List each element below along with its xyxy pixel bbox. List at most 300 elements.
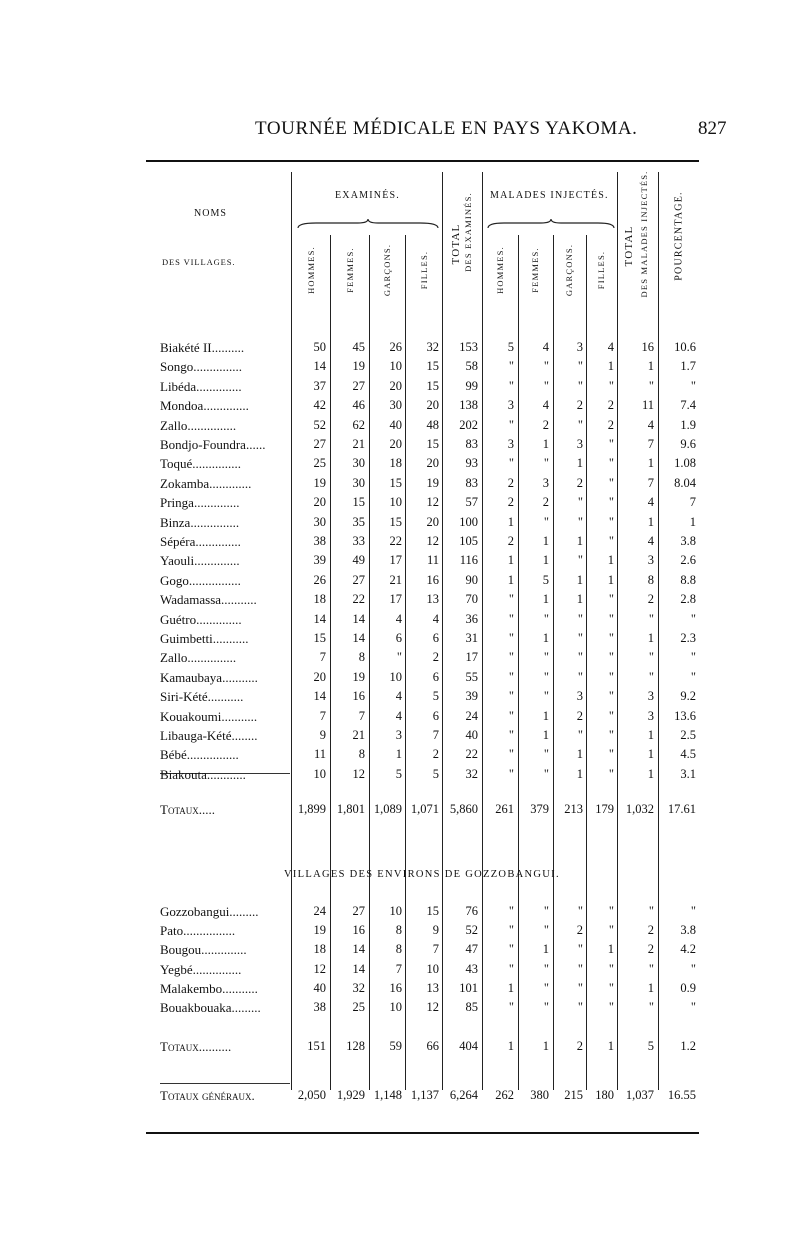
header-m-filles: FILLES. <box>596 250 606 290</box>
row-0-filles: 32 <box>426 340 439 354</box>
row-7-m-hommes: 2 <box>507 475 514 490</box>
row2-1-garcons: 8 <box>395 923 402 938</box>
row-7-filles: 19 <box>426 475 439 490</box>
row2-4-m-garcons: " <box>577 980 583 995</box>
row-15-total-examines: 31 <box>465 631 478 645</box>
rule-col7 <box>553 235 554 1090</box>
row2-0-m-filles: " <box>608 904 614 918</box>
row2-4-m-femmes: " <box>543 980 549 995</box>
row-15-femmes: 14 <box>352 631 365 645</box>
row-3-total-examines: 138 <box>459 398 478 413</box>
row-15-garcons: 6 <box>395 631 402 645</box>
row-totaux-m-femmes: 379 <box>530 802 549 816</box>
row-17-m-filles: " <box>608 669 614 684</box>
row-totaux2-total-malades: 5 <box>647 1039 654 1053</box>
row-20-m-femmes: 1 <box>542 728 549 742</box>
row-10-hommes: 38 <box>313 534 326 548</box>
row-2-pourcentage: " <box>690 378 696 393</box>
row-9-total-malades: 1 <box>647 514 654 529</box>
section-title: VILLAGES DES ENVIRONS DE GOZZOBANGUI. <box>284 869 560 880</box>
row2-5-total-examines: 85 <box>465 1000 478 1014</box>
row-14-femmes: 14 <box>352 611 365 626</box>
row-6-femmes: 30 <box>352 456 365 471</box>
row2-0-m-hommes: " <box>508 904 514 918</box>
row2-1-m-femmes: " <box>543 923 549 938</box>
row2-1-m-filles: " <box>608 923 614 938</box>
row-15-filles: 6 <box>432 631 439 645</box>
row-totaux-generaux-m-garcons: 215 <box>564 1088 583 1102</box>
row-13-garcons: 17 <box>389 592 402 607</box>
row-4-femmes: 62 <box>352 417 365 432</box>
row-16-garcons: " <box>396 650 402 665</box>
row-15-m-femmes: 1 <box>542 631 549 645</box>
row-11-filles: 11 <box>426 553 439 568</box>
row-6-garcons: 18 <box>389 456 402 471</box>
row-16-m-garcons: " <box>577 650 583 665</box>
row-19-hommes: 7 <box>319 708 326 723</box>
row-0-m-garcons: 3 <box>576 340 583 354</box>
brace-malades <box>486 218 616 232</box>
row2-2-label: Bougou.............. <box>160 942 247 958</box>
row2-0-m-garcons: " <box>577 904 583 918</box>
row-1-pourcentage: 1.7 <box>680 359 696 374</box>
row-6-m-femmes: " <box>543 456 549 471</box>
row-6-filles: 20 <box>426 456 439 471</box>
row-totaux-generaux-hommes: 2,050 <box>297 1088 326 1102</box>
row-21-m-garcons: 1 <box>576 747 583 762</box>
row-19-garcons: 4 <box>395 708 402 723</box>
row-13-filles: 13 <box>426 592 439 607</box>
row-12-m-garcons: 1 <box>576 572 583 587</box>
row2-5-filles: 12 <box>426 1000 439 1014</box>
row-2-m-femmes: " <box>543 378 549 393</box>
row2-2-m-femmes: 1 <box>542 942 549 957</box>
row-13-label: Wadamassa........... <box>160 592 257 608</box>
row-22-m-femmes: " <box>543 766 549 781</box>
row-7-label: Zokamba............. <box>160 475 252 491</box>
row-19-m-filles: " <box>608 708 614 723</box>
row-totaux-femmes: 1,801 <box>336 802 365 816</box>
row-totaux-m-garcons: 213 <box>564 802 583 816</box>
row-20-hommes: 9 <box>319 728 326 742</box>
row-16-total-examines: 17 <box>465 650 478 665</box>
row2-3-total-examines: 43 <box>465 961 478 976</box>
row-20-femmes: 21 <box>352 728 365 742</box>
header-m-garcons: GARÇONS. <box>564 243 574 297</box>
row-2-total-examines: 99 <box>465 378 478 393</box>
row2-2-hommes: 18 <box>313 942 326 957</box>
row-14-m-hommes: " <box>508 611 514 626</box>
row2-0-filles: 15 <box>426 904 439 918</box>
row2-3-total-malades: " <box>648 961 654 976</box>
row2-0-pourcentage: " <box>690 904 696 918</box>
row-7-femmes: 30 <box>352 475 365 490</box>
row2-2-m-garcons: " <box>577 942 583 957</box>
row-7-total-malades: 7 <box>647 475 654 490</box>
row-7-m-femmes: 3 <box>542 475 549 490</box>
row-15-label: Guimbetti........... <box>160 631 249 646</box>
row-8-label: Pringa.............. <box>160 495 240 511</box>
row2-1-pourcentage: 3.8 <box>680 923 696 938</box>
row2-3-filles: 10 <box>426 961 439 976</box>
row-16-hommes: 7 <box>319 650 326 665</box>
row-6-m-hommes: " <box>508 456 514 471</box>
row-totaux2-m-hommes: 1 <box>507 1039 514 1053</box>
row2-1-label: Pato................ <box>160 923 236 939</box>
row-totaux2-m-garcons: 2 <box>576 1039 583 1053</box>
row2-5-m-filles: " <box>608 1000 614 1014</box>
row-11-m-femmes: 1 <box>542 553 549 568</box>
header-noms: NOMS <box>194 208 227 219</box>
row-4-pourcentage: 1.9 <box>680 417 696 432</box>
row-20-m-hommes: " <box>508 728 514 742</box>
row-totaux2-garcons: 59 <box>389 1039 402 1053</box>
row-10-total-examines: 105 <box>459 534 478 548</box>
row-5-total-examines: 83 <box>465 437 478 451</box>
row-12-filles: 16 <box>426 572 439 587</box>
rule-col3 <box>405 235 406 1090</box>
row2-1-femmes: 16 <box>352 923 365 938</box>
row-4-m-garcons: " <box>577 417 583 432</box>
row-4-total-malades: 4 <box>647 417 654 432</box>
row-22-hommes: 10 <box>313 766 326 781</box>
row-totaux-label: Totaux..... <box>160 802 215 817</box>
row-11-m-filles: 1 <box>607 553 614 568</box>
row-8-total-malades: 4 <box>647 495 654 510</box>
row2-1-total-examines: 52 <box>465 923 478 938</box>
row-9-m-filles: " <box>608 514 614 529</box>
row2-0-total-malades: " <box>648 904 654 918</box>
row-8-garcons: 10 <box>389 495 402 510</box>
row-19-label: Kouakoumi........... <box>160 708 258 724</box>
header-total-examines-2: DES EXAMINÉS. <box>463 192 473 272</box>
header-m-hommes: HOMMES. <box>495 246 505 294</box>
row-4-m-hommes: " <box>508 417 514 432</box>
row-12-label: Gogo................ <box>160 572 241 588</box>
row-totaux2-total-examines: 404 <box>459 1039 478 1053</box>
row-9-m-garcons: " <box>577 514 583 529</box>
row-10-m-femmes: 1 <box>542 534 549 548</box>
row-totaux2-m-femmes: 1 <box>542 1039 549 1053</box>
row2-2-total-malades: 2 <box>647 942 654 957</box>
row-17-filles: 6 <box>432 669 439 684</box>
row-19-m-femmes: 1 <box>542 708 549 723</box>
row-18-hommes: 14 <box>313 689 326 704</box>
row-22-m-garcons: 1 <box>576 766 583 781</box>
row-11-total-examines: 116 <box>459 553 478 568</box>
row-22-pourcentage: 3.1 <box>680 766 696 781</box>
row-19-total-malades: 3 <box>647 708 654 723</box>
row-5-m-garcons: 3 <box>576 437 583 451</box>
row-1-total-examines: 58 <box>465 359 478 374</box>
row-14-total-examines: 36 <box>465 611 478 626</box>
row-totaux-hommes: 1,899 <box>297 802 326 816</box>
row-9-m-femmes: " <box>543 514 549 529</box>
row-2-m-hommes: " <box>508 378 514 393</box>
row-9-garcons: 15 <box>389 514 402 529</box>
row-3-femmes: 46 <box>352 398 365 413</box>
row2-3-m-garcons: " <box>577 961 583 976</box>
row2-5-garcons: 10 <box>389 1000 402 1014</box>
row2-5-m-garcons: " <box>577 1000 583 1014</box>
row-12-garcons: 21 <box>389 572 402 587</box>
row-5-total-malades: 7 <box>647 437 654 451</box>
header-des-villages: DES VILLAGES. <box>162 257 236 267</box>
row-13-hommes: 18 <box>313 592 326 607</box>
row-13-m-garcons: 1 <box>576 592 583 607</box>
row-1-femmes: 19 <box>352 359 365 374</box>
row-10-femmes: 33 <box>352 534 365 548</box>
row-2-hommes: 37 <box>313 378 326 393</box>
row2-0-femmes: 27 <box>352 904 365 918</box>
row-19-total-examines: 24 <box>465 708 478 723</box>
row-6-m-filles: " <box>608 456 614 471</box>
row-totaux-garcons: 1,089 <box>373 802 402 816</box>
row-totaux2-filles: 66 <box>426 1039 439 1053</box>
row-6-pourcentage: 1.08 <box>674 456 696 471</box>
row-20-filles: 7 <box>432 728 439 742</box>
row2-2-filles: 7 <box>432 942 439 957</box>
row-17-m-garcons: " <box>577 669 583 684</box>
row-0-m-filles: 4 <box>607 340 614 354</box>
row-14-total-malades: " <box>648 611 654 626</box>
row-10-filles: 12 <box>426 534 439 548</box>
row-6-m-garcons: 1 <box>576 456 583 471</box>
row-6-hommes: 25 <box>313 456 326 471</box>
row-5-m-hommes: 3 <box>507 437 514 451</box>
row-21-label: Bébé................ <box>160 747 239 763</box>
row-19-m-garcons: 2 <box>576 708 583 723</box>
row-18-femmes: 16 <box>352 689 365 704</box>
row-1-m-garcons: " <box>577 359 583 374</box>
row-15-total-malades: 1 <box>647 631 654 645</box>
rule-col9 <box>617 172 618 1090</box>
row2-1-filles: 9 <box>432 923 439 938</box>
row-17-m-hommes: " <box>508 669 514 684</box>
row2-5-m-femmes: " <box>543 1000 549 1014</box>
row-totaux-m-hommes: 261 <box>495 802 514 816</box>
row-totaux-total-examines: 5,860 <box>449 802 478 816</box>
row-1-filles: 15 <box>426 359 439 374</box>
row-19-filles: 6 <box>432 708 439 723</box>
row-21-m-femmes: " <box>543 747 549 762</box>
row-5-m-femmes: 1 <box>542 437 549 451</box>
row-20-garcons: 3 <box>395 728 402 742</box>
row-22-garcons: 5 <box>395 766 402 781</box>
row-4-label: Zallo............... <box>160 417 237 433</box>
row-1-label: Songo............... <box>160 359 242 375</box>
row-22-total-malades: 1 <box>647 766 654 781</box>
row-2-label: Libéda.............. <box>160 378 242 394</box>
row-8-m-garcons: " <box>577 495 583 510</box>
row-9-femmes: 35 <box>352 514 365 529</box>
row-7-hommes: 19 <box>313 475 326 490</box>
row-13-m-hommes: " <box>508 592 514 607</box>
row-0-label: Biakété II.......... <box>160 340 245 355</box>
row2-4-filles: 13 <box>426 980 439 995</box>
row-2-garcons: 20 <box>389 378 402 393</box>
row-19-pourcentage: 13.6 <box>674 708 696 723</box>
row-21-filles: 2 <box>432 747 439 762</box>
row-14-hommes: 14 <box>313 611 326 626</box>
row2-3-femmes: 14 <box>352 961 365 976</box>
row-10-total-malades: 4 <box>647 534 654 548</box>
row-5-m-filles: " <box>608 437 614 451</box>
row-17-label: Kamaubaya........... <box>160 669 258 685</box>
row-8-total-examines: 57 <box>465 495 478 510</box>
row-16-filles: 2 <box>432 650 439 665</box>
row-1-m-femmes: " <box>543 359 549 374</box>
row-0-garcons: 26 <box>389 340 402 354</box>
row-16-m-filles: " <box>608 650 614 665</box>
row-4-hommes: 52 <box>313 417 326 432</box>
row-9-hommes: 30 <box>313 514 326 529</box>
row-18-label: Siri-Kété........... <box>160 689 244 705</box>
row-17-femmes: 19 <box>352 669 365 684</box>
header-total-malades-2: DES MALADES INJECTÉS. <box>639 170 649 298</box>
row-17-hommes: 20 <box>313 669 326 684</box>
row-14-filles: 4 <box>432 611 439 626</box>
row-9-total-examines: 100 <box>459 514 478 529</box>
row-20-total-examines: 40 <box>465 728 478 742</box>
row-9-filles: 20 <box>426 514 439 529</box>
row2-0-total-examines: 76 <box>465 904 478 918</box>
row-5-garcons: 20 <box>389 437 402 451</box>
row2-0-label: Gozzobangui......... <box>160 904 259 919</box>
row-8-hommes: 20 <box>313 495 326 510</box>
row-10-m-hommes: 2 <box>507 534 514 548</box>
row-0-hommes: 50 <box>313 340 326 354</box>
row-20-m-garcons: " <box>577 728 583 742</box>
row-4-garcons: 40 <box>389 417 402 432</box>
header-pourcentage: POURCENTAGE. <box>673 191 685 281</box>
row2-3-label: Yegbé............... <box>160 961 242 977</box>
row2-4-femmes: 32 <box>352 980 365 995</box>
row-10-pourcentage: 3.8 <box>680 534 696 548</box>
row2-5-label: Bouakbouaka......... <box>160 1000 261 1015</box>
row-11-m-garcons: " <box>577 553 583 568</box>
row-17-pourcentage: " <box>690 669 696 684</box>
row2-3-m-filles: " <box>608 961 614 976</box>
row-totaux-generaux-m-femmes: 380 <box>530 1088 549 1102</box>
row2-4-hommes: 40 <box>313 980 326 995</box>
row-17-total-malades: " <box>648 669 654 684</box>
row-1-m-filles: 1 <box>607 359 614 374</box>
row-7-pourcentage: 8.04 <box>674 475 696 490</box>
row-3-garcons: 30 <box>389 398 402 413</box>
row-12-m-hommes: 1 <box>507 572 514 587</box>
row2-5-femmes: 25 <box>352 1000 365 1014</box>
brace-examines <box>296 218 440 232</box>
row-12-hommes: 26 <box>313 572 326 587</box>
row-17-garcons: 10 <box>389 669 402 684</box>
row-7-total-examines: 83 <box>465 475 478 490</box>
row-totaux-m-filles: 179 <box>595 802 614 816</box>
header-filles: FILLES. <box>419 250 429 290</box>
row-0-pourcentage: 10.6 <box>674 340 696 354</box>
row-9-label: Binza............... <box>160 514 240 530</box>
row-18-pourcentage: 9.2 <box>680 689 696 704</box>
row-totaux2-m-filles: 1 <box>607 1039 614 1053</box>
row2-1-m-hommes: " <box>508 923 514 938</box>
row-totaux-generaux-m-hommes: 262 <box>495 1088 514 1102</box>
row-22-femmes: 12 <box>352 766 365 781</box>
header-malades-injectes: MALADES INJECTÉS. <box>490 190 609 201</box>
row-totaux-total-malades: 1,032 <box>625 802 654 816</box>
row-11-total-malades: 3 <box>647 553 654 568</box>
row-16-m-femmes: " <box>543 650 549 665</box>
row-13-total-examines: 70 <box>465 592 478 607</box>
row-16-pourcentage: " <box>690 650 696 665</box>
row-11-m-hommes: 1 <box>507 553 514 568</box>
rule-col8 <box>586 235 587 1090</box>
row-10-m-filles: " <box>608 534 614 548</box>
row2-5-total-malades: " <box>648 1000 654 1014</box>
row-3-label: Mondoa.............. <box>160 398 249 414</box>
row-8-femmes: 15 <box>352 495 365 510</box>
row-18-filles: 5 <box>432 689 439 704</box>
row-totaux-generaux-garcons: 1,148 <box>373 1088 402 1102</box>
row-13-m-filles: " <box>608 592 614 607</box>
row2-0-hommes: 24 <box>313 904 326 918</box>
rule-col2 <box>369 235 370 1090</box>
row-6-total-malades: 1 <box>647 456 654 471</box>
row-3-m-femmes: 4 <box>542 398 549 413</box>
row-1-m-hommes: " <box>508 359 514 374</box>
header-femmes: FEMMES. <box>345 247 355 293</box>
row-16-total-malades: " <box>648 650 654 665</box>
row-totaux-generaux-filles: 1,137 <box>410 1088 439 1102</box>
row-0-total-examines: 153 <box>459 340 478 354</box>
row-12-total-malades: 8 <box>647 572 654 587</box>
row-1-hommes: 14 <box>313 359 326 374</box>
row-21-total-malades: 1 <box>647 747 654 762</box>
row-8-m-filles: " <box>608 495 614 510</box>
row-14-m-filles: " <box>608 611 614 626</box>
row-11-label: Yaouli.............. <box>160 553 240 569</box>
row-totaux2-label: Totaux.......... <box>160 1039 232 1054</box>
row-15-pourcentage: 2.3 <box>680 631 696 645</box>
row-3-m-garcons: 2 <box>576 398 583 413</box>
row-18-m-femmes: " <box>543 689 549 704</box>
row-20-total-malades: 1 <box>647 728 654 742</box>
row-8-m-femmes: 2 <box>542 495 549 510</box>
row-5-femmes: 21 <box>352 437 365 451</box>
row2-1-m-garcons: 2 <box>576 923 583 938</box>
row2-4-m-hommes: 1 <box>507 980 514 995</box>
row-3-pourcentage: 7.4 <box>680 398 696 413</box>
row2-5-pourcentage: " <box>690 1000 696 1014</box>
row-13-m-femmes: 1 <box>542 592 549 607</box>
row2-1-hommes: 19 <box>313 923 326 938</box>
rule-col6 <box>518 235 519 1090</box>
row-19-m-hommes: " <box>508 708 514 723</box>
row-21-m-hommes: " <box>508 747 514 762</box>
row2-3-m-femmes: " <box>543 961 549 976</box>
row-12-femmes: 27 <box>352 572 365 587</box>
row-8-pourcentage: 7 <box>689 495 696 510</box>
row-12-total-examines: 90 <box>465 572 478 587</box>
row-20-m-filles: " <box>608 728 614 742</box>
row-3-hommes: 42 <box>313 398 326 413</box>
row-totaux-generaux-total-malades: 1,037 <box>625 1088 654 1102</box>
row2-2-total-examines: 47 <box>465 942 478 957</box>
row-totaux2-pourcentage: 1.2 <box>680 1039 696 1053</box>
row-15-m-hommes: " <box>508 631 514 645</box>
header-total-examines-1: TOTAL <box>450 223 462 265</box>
row-16-label: Zallo............... <box>160 650 237 666</box>
row-7-garcons: 15 <box>389 475 402 490</box>
